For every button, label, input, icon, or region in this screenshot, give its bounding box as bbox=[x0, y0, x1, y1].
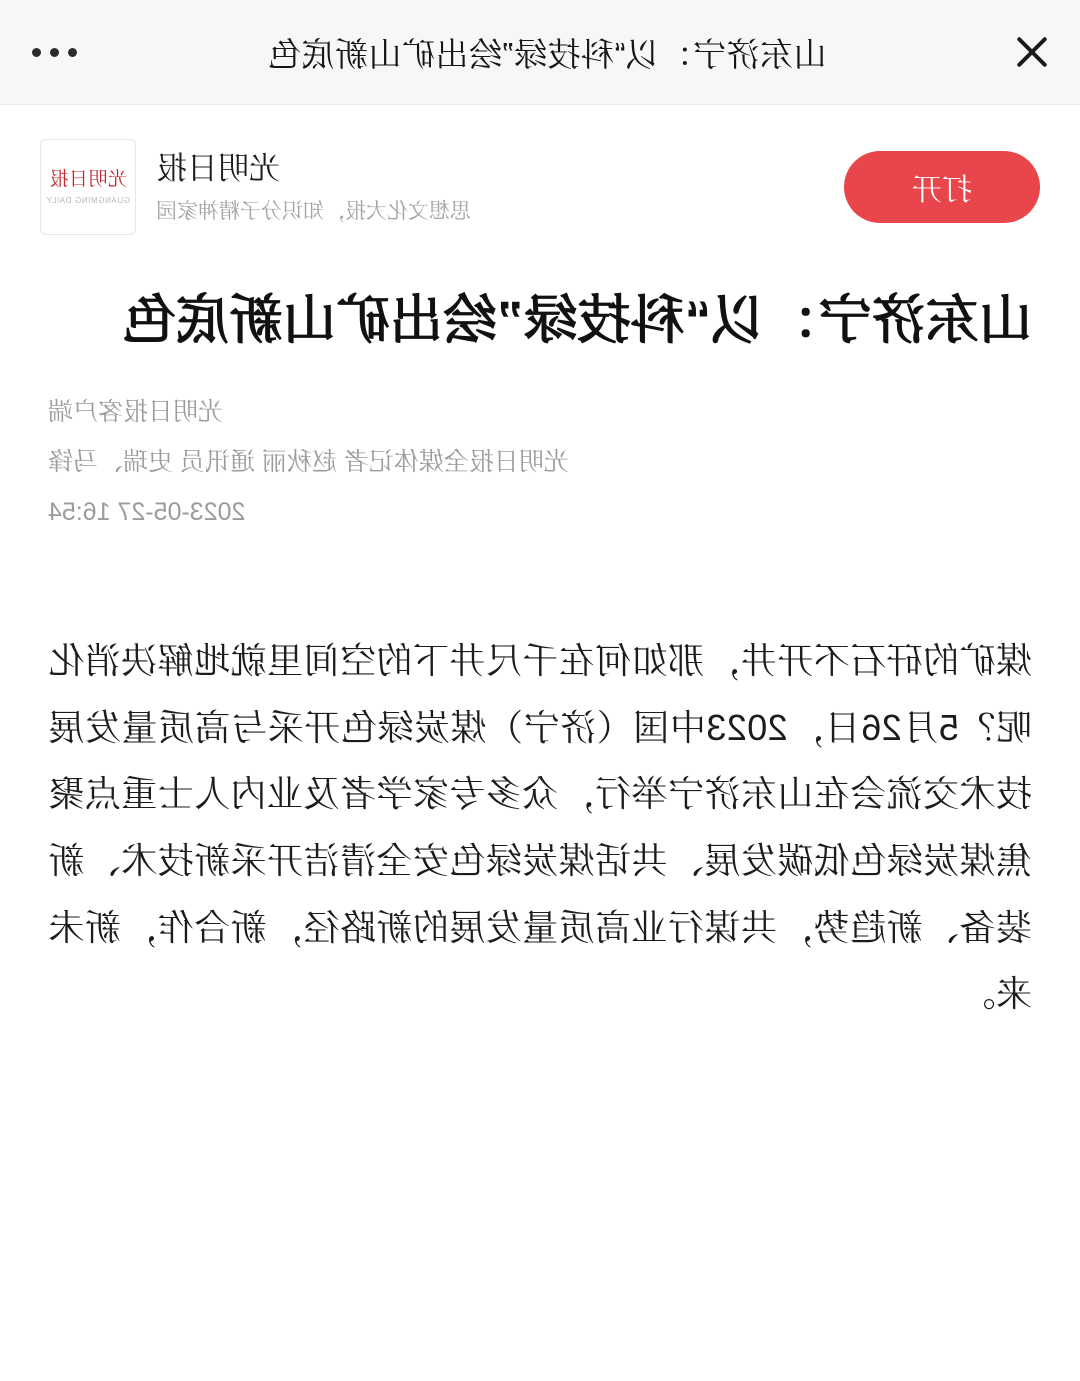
article-body bbox=[0, 532, 1080, 1028]
browser-topbar bbox=[0, 0, 1080, 105]
publisher-row bbox=[0, 105, 1080, 245]
close-button[interactable] bbox=[984, 32, 1080, 72]
publisher-meta[interactable] bbox=[156, 150, 471, 224]
article-source: 光明日报客户端 bbox=[48, 398, 224, 427]
more-options-button[interactable] bbox=[0, 48, 110, 57]
publisher-name: 光明日报 bbox=[156, 151, 280, 187]
article-authors: 光明日报全媒体记者 赵秋丽 通讯员 史瑞、马锋 bbox=[48, 448, 569, 477]
close-icon bbox=[1012, 32, 1052, 72]
article-paragraph: 煤矿的矸石不开井，那如何在千尺井下的空间里就地解决消化呢？5月26日，2023中国（济宁）煤炭绿色开采与高质量发展技术交流会在山东济宁举行，众多专家学者及业内人士重点聚焦煤炭绿色低碳发展、共话煤炭绿色安全清洁开采新技术、新装备、新趋势，共谋行业高质量发展的新路径，新合作，新未来。 bbox=[48, 640, 1032, 1015]
more-dots-icon bbox=[69, 48, 78, 57]
article-date: 2023-05-27 16:54 bbox=[48, 498, 246, 527]
page-title: 山东济宁：以“科技绿”绘出矿山新底色 bbox=[267, 35, 827, 73]
article-headline: 山东济宁：以“科技绿”绘出矿山新底色 bbox=[122, 291, 1032, 350]
more-dots-icon bbox=[51, 48, 60, 57]
publisher-avatar[interactable] bbox=[40, 139, 136, 235]
publisher-description: 思想文化大报，知识分子精神家园 bbox=[156, 199, 471, 223]
avatar-logo-text: 光明日报 bbox=[49, 169, 128, 191]
avatar-logo-subtext: GUANGMING DAILY bbox=[46, 195, 130, 205]
open-app-button[interactable]: 打开 bbox=[844, 151, 1040, 223]
article-byline bbox=[0, 358, 1080, 532]
more-dots-icon bbox=[33, 48, 42, 57]
